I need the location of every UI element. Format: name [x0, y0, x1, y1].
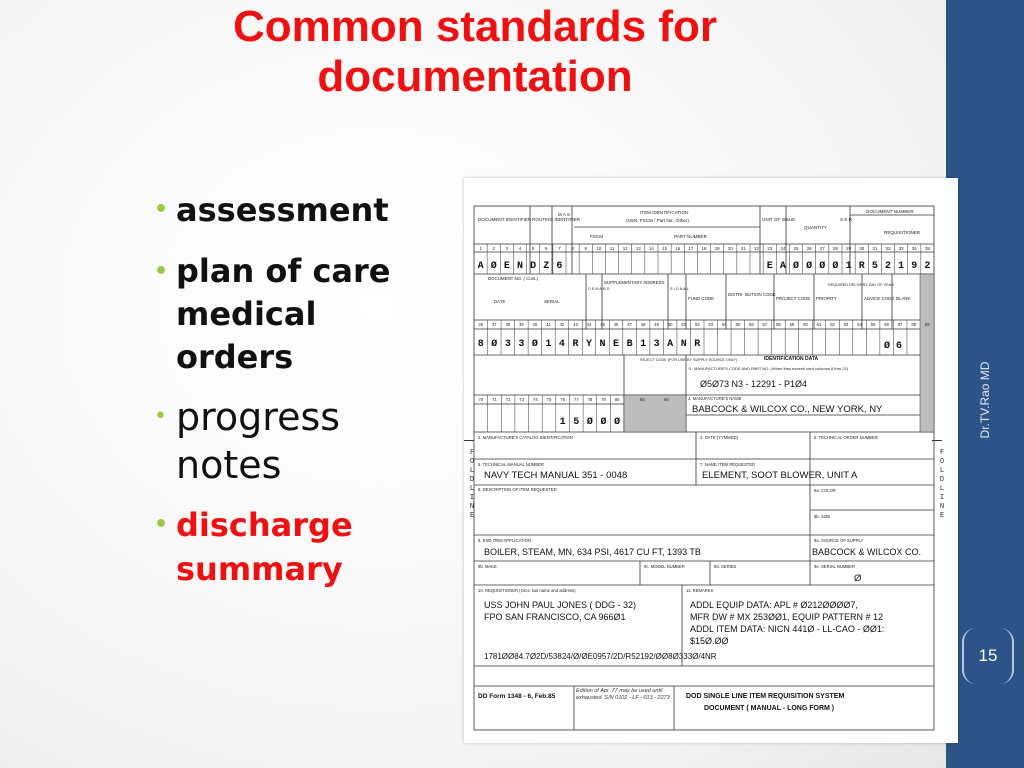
requisition-form — [464, 178, 958, 743]
label-document-number: DOCUMENT NUMBER — [866, 209, 914, 214]
row2-col-number: 50 — [667, 322, 673, 327]
bullet-dot: • — [154, 259, 169, 284]
row2-value: 3 — [504, 339, 511, 350]
row1-left-value: D — [530, 261, 537, 272]
row2-col-number: 69 — [924, 322, 930, 327]
row1-right-value: 9 — [911, 261, 918, 272]
label-project-code: PROJECT CODE — [776, 296, 811, 301]
row2-value: 1 — [545, 339, 552, 350]
row2-col-number: 56 — [749, 322, 754, 327]
data-row2-right: Ø 6 — [884, 341, 903, 352]
row1-left-value: Ø — [490, 261, 497, 272]
row3-col-number: 72 — [505, 397, 511, 402]
row1-col-number: 29 — [846, 246, 852, 251]
row1-col-number: 10 — [596, 246, 602, 251]
row2-col-number: 40 — [532, 322, 538, 327]
label-item-identification-sub: (NSN, FSCM / Part No., Other) — [626, 218, 690, 223]
row1-col-number: 33 — [898, 246, 904, 251]
row2-col-number: 51 — [681, 322, 687, 327]
row1-col-number: 11 — [609, 246, 615, 251]
label-advice-code: ADVICE CODE — [864, 296, 895, 301]
label-reject-code: REJECT CODE (FOR USE BY SUPPLY SOURCE ONLY) — [640, 358, 738, 362]
value-field-1: Ø5Ø73 N3 - 12291 - P1Ø4 — [700, 379, 808, 389]
row3-col-number: 76 — [560, 397, 565, 402]
row2-col-number: 64 — [857, 322, 862, 327]
value-field-9: BOILER, STEAM, MN, 634 PSI, 4617 CU FT, 1393 TB — [484, 547, 701, 557]
label-document-identifier: DOCUMENT IDENTIFIER — [478, 217, 532, 222]
row2-col-number: 55 — [735, 322, 741, 327]
row2-col-number: 36 — [478, 322, 484, 327]
row1-right-value: Ø — [806, 261, 813, 272]
label-requisitioner: REQUISITIONER — [884, 230, 921, 235]
label-field-3: 3. MANUFACTURE'S CATALOG IDENTIFICATION — [478, 435, 573, 440]
fold-tick — [464, 440, 474, 441]
row1-col-number: 23 — [767, 246, 773, 251]
row3-col-number: 77 — [573, 397, 579, 402]
label-field-9a: 9a. SOURCE OF SUPPLY — [814, 538, 864, 543]
row1-col-number: 2 — [492, 246, 495, 251]
row1-right-value: R — [858, 261, 865, 272]
bullet-text-line1: progress — [176, 395, 341, 439]
bullet-text: assessment — [176, 191, 389, 229]
label-signal: S I G N A L — [670, 287, 689, 291]
label-field-10: 10. REQUISITIONER (Orcs: suit name and address) — [478, 588, 576, 593]
row1-col-number: 22 — [754, 246, 760, 251]
row1-left-value: E — [503, 261, 510, 272]
shaded-block — [624, 395, 686, 432]
row1-col-number: 1 — [479, 246, 482, 251]
row1-col-number: 16 — [675, 246, 681, 251]
row2-value: 1 — [640, 339, 647, 350]
footer-edition: Edition of Apr. 77 may be used until exhausted. S/N 0102 - LF - 013 - 2273 — [576, 688, 670, 701]
label-field-1: *1. MANUFACTURE'S CODE AND PART NO. (When they exceed card columns 8 thru 22) — [688, 366, 849, 371]
row1-left-value: A — [477, 261, 484, 272]
row2-col-number: 57 — [762, 322, 768, 327]
row2-col-number: 59 — [789, 322, 795, 327]
row2-value: N — [599, 339, 606, 350]
row2-col-number: 39 — [519, 322, 524, 327]
value-field-11-line2: MFR DW # MX 253ØØ1, EQUIP PATTERN # 12 — [690, 612, 884, 622]
label-field-2: 2. MANUFACTURE'S NAME — [688, 396, 742, 401]
value-field-10-line2: FPO SAN FRANCISCO, CA 966Ø1 — [484, 612, 626, 622]
label-field-9e: 9e. SERIAL NUMBER — [814, 564, 856, 569]
row2-col-number: 45 — [600, 322, 605, 327]
value-field-9a: BABCOCK & WILCOX CO. — [812, 547, 922, 557]
row1-right-value: 1 — [898, 261, 905, 272]
value-long-code: 1781ØØ84.7Ø2D/53824/Ø/ØE0957/2D/R52192/ØØ8Ø333Ø/4NR — [484, 652, 717, 661]
row1-right-value: 2 — [924, 261, 931, 272]
row1-right-value: E — [766, 261, 773, 272]
slide-title — [140, 2, 810, 102]
row3-value: Ø — [614, 417, 621, 428]
bullet-dot: • — [154, 197, 169, 222]
row3-col-number: 70 — [478, 397, 484, 402]
row2-value: N — [680, 339, 687, 350]
row3-col-number: 80 — [614, 397, 620, 402]
row1-right-value: 2 — [884, 261, 892, 272]
row1-col-number: 12 — [622, 246, 628, 251]
bullet-discharge-summary — [152, 503, 452, 591]
label-field-9b: 9b. MAKE — [478, 564, 497, 569]
row2-col-number: 49 — [654, 322, 659, 327]
value-field-6: NAVY TECH MANUAL 351 - 0048 — [484, 470, 628, 481]
row1-col-number: 24 — [780, 246, 786, 251]
label-demand: D E M A N D — [588, 287, 610, 291]
label-field-8a: 8a. COLOR — [814, 488, 836, 493]
label-field-6: 6. TECHNICAL MANUAL NUMBER — [478, 462, 544, 467]
label-field-9d: 9d. SERIES — [714, 564, 737, 569]
row1-col-number: 35 — [924, 246, 930, 251]
row2-col-number: 42 — [559, 322, 565, 327]
row2-col-number: 52 — [694, 322, 700, 327]
col-label-65: 65 — [640, 397, 645, 402]
label-field-9c: 9c. MODEL NUMBER — [644, 564, 685, 569]
row1-col-number: 18 — [701, 246, 707, 251]
shaded-block — [920, 274, 934, 432]
row1-col-number: 30 — [859, 246, 865, 251]
row3-col-number: 79 — [601, 397, 606, 402]
bullet-text-line2: medical — [176, 295, 317, 333]
label-field-4: 4. DATE (YYMMDD) — [700, 435, 739, 440]
row2-col-number: 66 — [884, 322, 889, 327]
label-unit-of-issue: UNIT OF ISSUE — [762, 217, 796, 222]
col-label-66: 66 — [664, 397, 669, 402]
row2-value: R — [694, 339, 701, 350]
row1-left-value: N — [516, 261, 524, 272]
row1-col-number: 7 — [558, 246, 561, 251]
footer-title-line2: DOCUMENT ( MANUAL - LONG FORM ) — [704, 705, 835, 712]
row2-col-number: 54 — [721, 322, 727, 327]
row2-col-number: 68 — [911, 322, 917, 327]
row2-col-number: 41 — [546, 322, 551, 327]
row2-value: Ø — [531, 339, 538, 350]
label-document-no-cont: DOCUMENT NO. ( Cont.) — [488, 276, 539, 281]
value-field-10-line1: USS JOHN PAUL JONES ( DDG - 32) — [484, 600, 637, 610]
label-blank: BLANK — [896, 296, 911, 301]
row2-value: 3 — [518, 339, 525, 350]
row1-col-number: 34 — [911, 246, 917, 251]
row1-col-number: 13 — [635, 246, 641, 251]
row1-col-number: 20 — [727, 246, 733, 251]
requisition-form-image — [464, 178, 958, 743]
bullet-list — [152, 190, 452, 591]
row1-col-number: 4 — [518, 246, 522, 251]
bullet-text-line1: plan of care — [176, 252, 391, 290]
row1-col-number: 32 — [885, 246, 891, 251]
row1-right-value: 5 — [871, 261, 878, 272]
label-quantity: QUANTITY — [804, 225, 828, 230]
row3-value: 1 — [559, 417, 566, 428]
row1-col-number: 31 — [872, 246, 878, 251]
page-number: 15 — [962, 628, 1014, 684]
row2-col-number: 48 — [640, 322, 646, 327]
row1-col-number: 3 — [505, 246, 509, 251]
label-priority: PRIORITY — [816, 296, 837, 301]
row2-col-number: 60 — [803, 322, 808, 327]
row2-col-number: 67 — [897, 322, 903, 327]
row1-col-number: 5 — [531, 246, 535, 251]
bullet-text-line2: notes — [176, 443, 282, 487]
bullet-assessment — [152, 190, 452, 230]
bullet-text-line1: discharge — [176, 506, 353, 544]
label-field-7: 7. NAME ITEM REQUESTED — [700, 462, 756, 467]
label-distribution-code: DISTRI- BUTION CODE — [728, 292, 776, 297]
row2-col-number: 63 — [843, 322, 849, 327]
fold-tick — [932, 440, 942, 441]
label-required-delivery: REQUIRED DELIVERY DAY OF YEAR — [828, 283, 894, 287]
row2-col-number: 46 — [613, 322, 619, 327]
label-item-identification: ITEM IDENTIFICATION — [640, 210, 689, 215]
row2-value: 3 — [653, 339, 660, 350]
value-field-9e: Ø — [854, 573, 862, 584]
row3-value: Ø — [586, 417, 593, 428]
footer-edition-box — [576, 688, 672, 728]
title-line-1: Common standards for — [232, 2, 718, 51]
row2-col-number: 53 — [708, 322, 714, 327]
row1-right-value: Ø — [832, 261, 839, 272]
bullet-progress-notes — [152, 393, 452, 489]
row1-right-value: A — [779, 261, 786, 272]
row3-col-number: 74 — [533, 397, 538, 402]
row2-value: R — [572, 339, 579, 350]
row1-col-number: 9 — [584, 246, 587, 251]
row2-col-number: 58 — [776, 322, 781, 327]
row3-col-number: 73 — [519, 397, 525, 402]
row2-value: E — [613, 339, 620, 350]
label-serial: S E R — [840, 217, 852, 222]
bullet-dot: • — [154, 404, 167, 429]
label-identification-data: IDENTIFICATION DATA — [764, 356, 819, 362]
fold-line-right: F O L D L I N E — [939, 448, 945, 519]
footer-title-line1: DOD SINGLE LINE ITEM REQUISITION SYSTEM — [686, 693, 845, 700]
bullet-text-line3: orders — [176, 338, 294, 376]
value-field-2: BABCOCK & WILCOX CO., NEW YORK, NY — [692, 404, 883, 415]
row2-value: Ø — [491, 339, 498, 350]
label-field-11: 11. REMARKS — [686, 588, 714, 593]
row2-col-number: 43 — [573, 322, 578, 327]
row2-value: Y — [585, 339, 593, 350]
row2-col-number: 38 — [505, 322, 511, 327]
row1-col-number: 19 — [714, 246, 720, 251]
row1-left-value: 6 — [556, 261, 563, 272]
label-field-8b: 8b. SIZE — [814, 514, 831, 519]
row1-right-value: Ø — [792, 261, 800, 272]
row1-col-number: 8 — [571, 246, 574, 251]
row1-col-number: 28 — [832, 246, 838, 251]
footer-form-number: DD Form 1348 - 6, Feb.85 — [478, 693, 556, 700]
label-part-number: PART NUMBER — [674, 234, 707, 239]
row2-col-number: 44 — [586, 322, 592, 327]
row2-col-number: 61 — [816, 322, 822, 327]
title-line-2: documentation — [317, 52, 633, 101]
row1-col-number: 26 — [806, 246, 812, 251]
label-serial-2: SERIAL — [544, 299, 560, 304]
bullet-text-line2: summary — [176, 550, 343, 588]
row2-col-number: 65 — [870, 322, 876, 327]
value-field-11-line1: ADDL EQUIP DATA: APL # Ø212ØØØØ7, — [690, 600, 858, 610]
row2-value: 8 — [477, 339, 484, 350]
row3-value: Ø — [600, 417, 607, 428]
value-field-11-line4: $15Ø.ØØ — [690, 636, 729, 646]
row3-col-number: 75 — [546, 397, 552, 402]
row1-col-number: 14 — [648, 246, 654, 251]
label-mas: M A S — [558, 212, 570, 217]
author-credit: Dr.TV.Rao MD — [978, 361, 992, 439]
label-field-5: 5. TECHNICAL ORDER NUMBER — [814, 435, 878, 440]
bullet-dot: • — [154, 512, 169, 537]
row1-right-value: Ø — [819, 261, 826, 272]
row1-col-number: 17 — [688, 246, 694, 251]
row2-value: B — [626, 339, 633, 350]
label-fscm: FSCM — [590, 234, 604, 239]
row2-value: A — [667, 339, 674, 350]
value-field-11-line3: ADDL ITEM DATA: NICN 441Ø - LL-CAO - ØØ1: — [690, 624, 885, 634]
row3-col-number: 71 — [492, 397, 497, 402]
label-fund-code: FUND CODE — [688, 296, 715, 301]
row1-right-value: 1 — [845, 261, 852, 272]
row2-col-number: 37 — [491, 322, 497, 327]
label-field-9: 9. END ITEM APPLICATION — [478, 538, 531, 543]
row3-col-number: 78 — [587, 397, 593, 402]
row2-col-number: 47 — [627, 322, 632, 327]
row1-col-number: 25 — [793, 246, 799, 251]
label-routing-identifier: ROUTING IDENTIFIER — [532, 217, 580, 222]
row1-col-number: 21 — [740, 246, 746, 251]
fold-line-left: F O L D L I N E — [469, 448, 475, 519]
value-field-7: ELEMENT, SOOT BLOWER, UNIT A — [702, 470, 858, 481]
label-date: DATE — [494, 299, 506, 304]
row1-col-number: 27 — [819, 246, 825, 251]
row1-col-number: 6 — [545, 246, 548, 251]
row1-col-number: 15 — [662, 246, 668, 251]
label-field-8: 8. DESCRIPTION OF ITEM REQUESTED — [478, 487, 557, 492]
label-supplementary-address: SUPPLEMENTARY ADDRESS — [604, 280, 665, 285]
row1-left-value: Z — [543, 261, 550, 272]
row2-value: 4 — [558, 339, 565, 350]
row3-value: 5 — [573, 417, 580, 428]
bullet-plan-of-care — [152, 250, 452, 379]
row2-col-number: 62 — [830, 322, 835, 327]
